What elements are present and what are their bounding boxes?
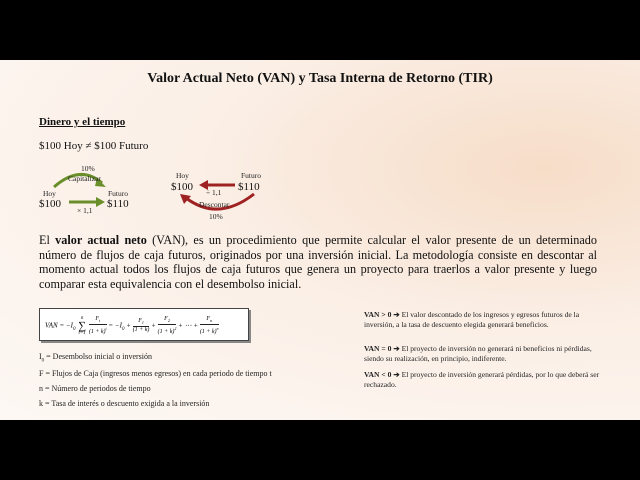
section-heading: Dinero y el tiempo <box>39 116 126 128</box>
comparison-text: $100 Hoy ≠ $100 Futuro <box>39 140 149 152</box>
capitalize-label: Capitalizar <box>68 174 101 183</box>
legend-f: F = Flujos de Caja (ingresos menos egresos) en cada periodo de tiempo t <box>39 369 272 378</box>
condition-zero: VAN = 0 ➔ El proyecto de inversión no generará ni beneficios ni pérdidas, siendo su realización, en principio, indiferente. <box>364 344 592 363</box>
van-term: valor actual neto <box>55 233 147 247</box>
condition-positive: VAN > 0 ➔ El valor descontado de los ingresos y egresos futuros de la inversión, a la tasa de descuento elegida generará beneficios. <box>364 310 580 329</box>
left-to-label: Futuro <box>108 189 129 198</box>
van-formula: VAN = $-I_0$ n ∑ t=1 $F_t$ $(1 + k)^t = -I_0$ + $\frac{F_1}{(1 + k)}$ + $F_2$ $(1 + k)^2$ + ⋯ + $F_n$ $(1 + k)^n$ <box>39 308 249 341</box>
left-factor: × 1,1 <box>77 206 93 215</box>
capitalize-rate: 10% <box>81 164 95 173</box>
left-from-value: $100 <box>39 198 61 210</box>
right-from-value: $100 <box>171 181 193 193</box>
discount-rate: 10% <box>209 212 223 221</box>
right-to-label: Futuro <box>241 171 262 180</box>
left-from-label: Hoy <box>43 189 56 198</box>
van-definition-paragraph: El valor actual neto (VAN), es un procedimiento que permite calcular el valor presente de un determinado número de flujos de caja futuros, originados por una inversión inicial. La metodología consiste en descontar al momento actual todos los flujos de caja futuros que genera un proyecto para traerlos a valor presente y luego comparar esta equivalencia con el desembolso inicial. <box>39 233 597 291</box>
legend-i0: $I_0$ = Desembolso inicial o inversión <box>39 352 152 364</box>
right-from-label: Hoy <box>176 171 189 180</box>
discount-label: Descontar <box>199 200 230 209</box>
legend-k: k = Tasa de interés o descuento exigida a la inversión <box>39 399 210 408</box>
condition-negative: VAN < 0 ➔ El proyecto de inversión generará pérdidas, por lo que deberá ser rechazado. <box>364 370 600 389</box>
right-to-value: $110 <box>238 181 260 193</box>
slide-title: Valor Actual Neto (VAN) y Tasa Interna de Retorno (TIR) <box>147 71 493 86</box>
legend-n: n = Número de periodos de tiempo <box>39 384 151 393</box>
right-factor: ÷ 1,1 <box>206 188 222 197</box>
left-to-value: $110 <box>107 198 129 210</box>
slide <box>0 60 640 420</box>
